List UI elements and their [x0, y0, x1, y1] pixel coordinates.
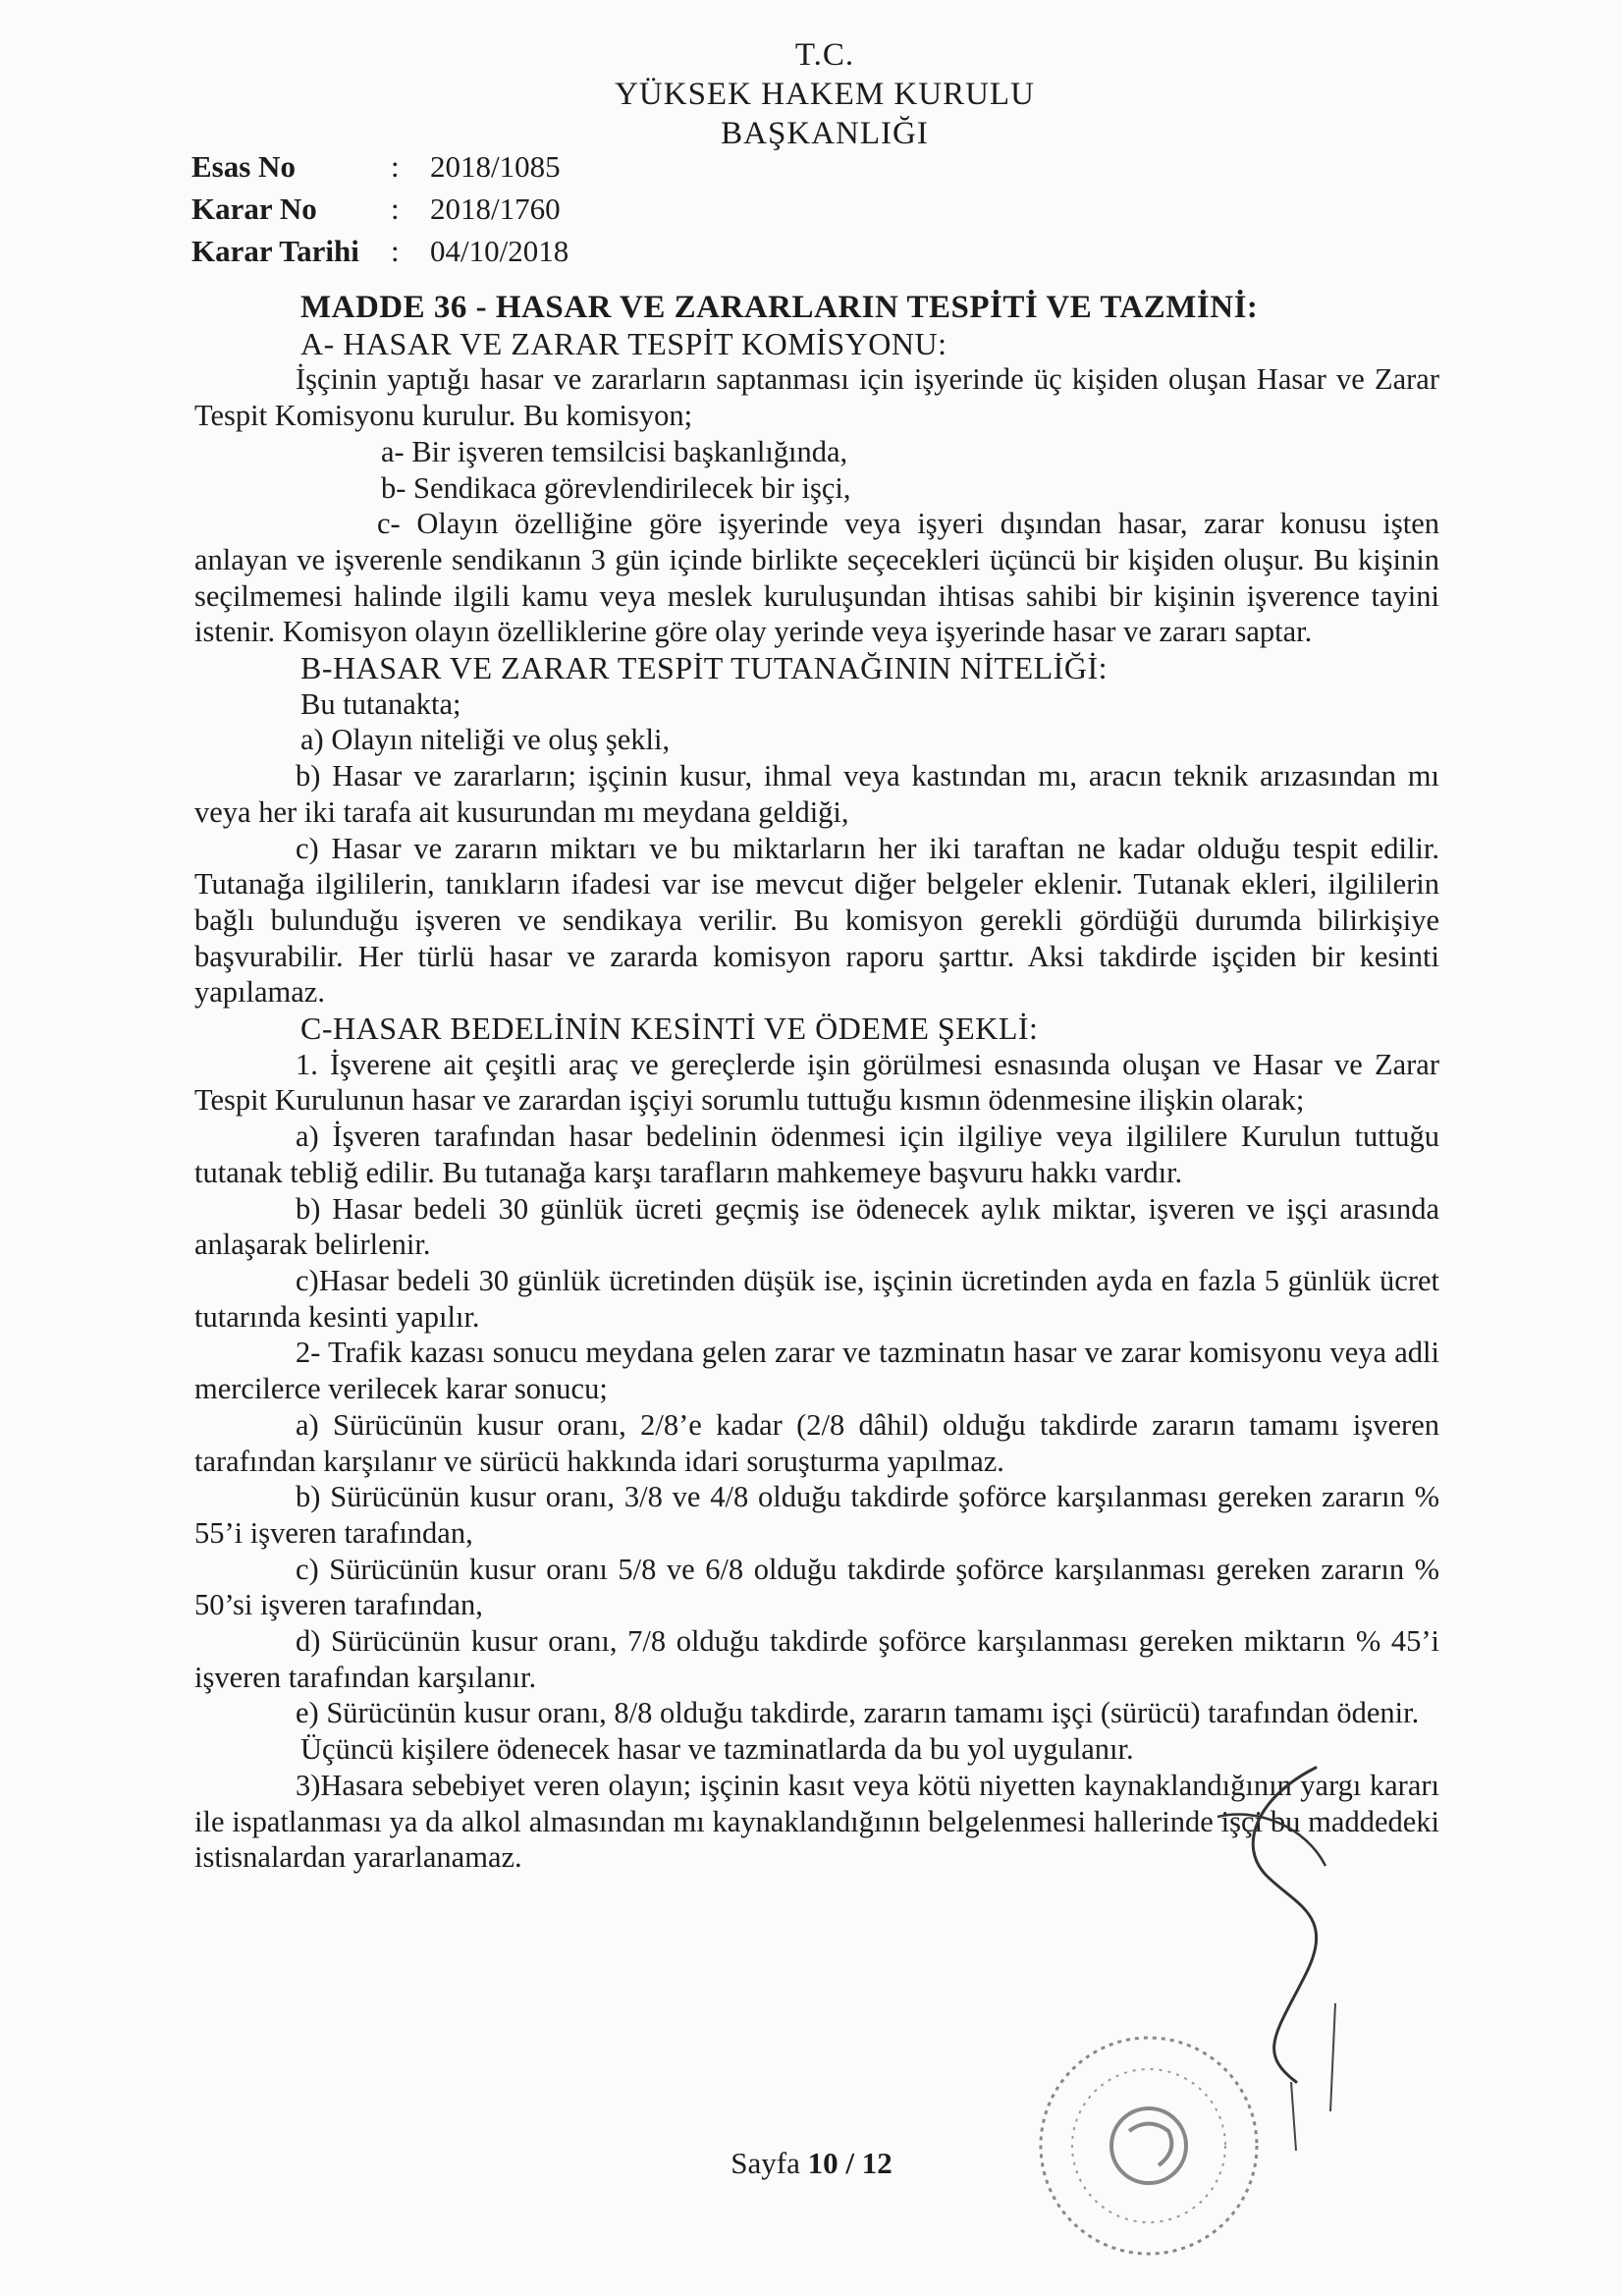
header-organization: YÜKSEK HAKEM KURULU [615, 77, 1035, 112]
section-b-item-c: c) Hasar ve zararın miktarı ve bu miktarların her iki taraftan ne kadar olduğu tespit edilir. Tutanağa ilgililerin, tanıkların ifadesi var ise mevcut diğer belgeler eklenir. Tutanak ekleri, ilgililerin bağlı bulunduğu işveren ve sendikaya verilir. Bu komisyon gerekli gördüğü durumda bilirkişiye başvurabilir. Her türlü hasar ve zararda komisyon raporu şarttır. Aksi takdirde işçiden bir kesinti yapılamaz. [194, 831, 1439, 1010]
case-meta [191, 145, 568, 272]
page-footer [0, 2146, 1623, 2181]
section-c-item-2: 2- Trafik kazası sonucu meydana gelen zarar ve tazminatın hasar ve zarar komisyonu veya adli mercilerce verilecek karar sonucu; [194, 1336, 1439, 1406]
section-c-item-2a: a) Sürücünün kusur oranı, 2/8’e kadar (2/8 dâhil) olduğu takdirde zararın tamamı işveren tarafından karşılanır ve sürücü hakkında idari soruşturma yapılmaz. [194, 1407, 1439, 1478]
header-office: BAŞKANLIĞI [721, 116, 929, 151]
section-b-item-a: a) Olayın niteliği ve oluş şekli, [300, 723, 671, 757]
meta-row-esas [191, 145, 568, 188]
section-c-item-1a: a) İşveren tarafından hasar bedelinin ödenmesi için ilgiliye veya ilgililere Kurulun tuttuğu tutanak tebliğ edilir. Bu tutanağa karşı tarafların mahkemeye başvuru hakkı vardır. [194, 1120, 1439, 1189]
section-c-item-2d: d) Sürücünün kusur oranı, 7/8 olduğu takdirde şoförce karşılanması gereken miktarın % 45’i işveren tarafından karşılanır. [194, 1624, 1439, 1694]
meta-value: 2018/1760 [430, 191, 561, 226]
section-a-item-c: c- Olayın özelliğine göre işyerinde veya işyeri dışından hasar, zarar konusu işten anlayan ve işverenle sendikanın 3 gün içinde birlikte seçecekleri üçüncü bir kişiden oluşur. Bu kişinin seçilmemesi halinde ilgili kamu veya meslek kuruluşundan ihtisas sahibi bir kişinin işverence tayini istenir. Komisyon olayın özelliklerine göre olay yerinde veya işyerinde hasar ve zararı saptar. [194, 507, 1439, 649]
section-a-item-b: b- Sendikaca görevlendirilecek bir işçi, [381, 470, 851, 505]
meta-label: Esas No [191, 149, 296, 184]
page-footer-prefix: Sayfa [730, 2146, 808, 2180]
document-body [194, 290, 1439, 1876]
header-country: T.C. [794, 37, 855, 73]
article-title: MADDE 36 - HASAR VE ZARARLARIN TESPİTİ VE TAZMİNİ: [300, 290, 1259, 325]
meta-value: 2018/1085 [430, 149, 561, 184]
section-c-title: C-HASAR BEDELİNİN KESİNTİ VE ÖDEME ŞEKLİ: [300, 1011, 1039, 1047]
section-c-item-3: 3)Hasara sebebiyet veren olayın; işçinin kasıt veya kötü niyetten kaynaklandığının yargı kararı ile ispatlanması ya da alkol almasından mı kaynaklandığının belgelenmesi hallerinde işçi bu maddedeki istisnalardan yararlanamaz. [194, 1768, 1439, 1875]
page-number: 10 / 12 [807, 2146, 893, 2180]
section-a-intro: İşçinin yaptığı hasar ve zararların saptanması için işyerinde üç kişiden oluşan Hasar ve Zarar Tespit Komisyonu kurulur. Bu komisyon; [194, 362, 1439, 433]
section-c-item-1c: c)Hasar bedeli 30 günlük ücretinden düşük ise, işçinin ücretinden ayda en fazla 5 günlük ücret tutarında kesinti yapılır. [194, 1263, 1439, 1334]
meta-value: 04/10/2018 [430, 234, 569, 268]
section-c-item-2b: b) Sürücünün kusur oranı, 3/8 ve 4/8 olduğu takdirde şoförce karşılanması gereken zararın % 55’i işveren tarafından, [194, 1480, 1439, 1550]
section-c-third-parties: Üçüncü kişilere ödenecek hasar ve tazminatlarda da bu yol uygulanır. [300, 1732, 1134, 1767]
section-a-item-a: a- Bir işveren temsilcisi başkanlığında, [381, 434, 848, 468]
section-c-item-2e: e) Sürücünün kusur oranı, 8/8 olduğu takdirde, zararın tamamı işçi (sürücü) tarafından ödenir. [296, 1696, 1420, 1730]
section-a-title: A- HASAR VE ZARAR TESPİT KOMİSYONU: [300, 325, 947, 361]
meta-row-karar [191, 188, 568, 230]
section-c-item-1b: b) Hasar bedeli 30 günlük ücreti geçmiş ise ödenecek aylık miktar, işveren ve işçi arasında anlaşarak belirlenir. [194, 1191, 1439, 1262]
meta-label: Karar No [191, 191, 317, 226]
section-b-intro: Bu tutanakta; [300, 686, 461, 721]
section-c-item-1: 1. İşverene ait çeşitli araç ve gereçlerde işin görülmesi esnasında oluşan ve Hasar ve Zarar Tespit Kurulunun hasar ve zarardan işçiyi sorumlu tuttuğu kısmın ödenmesine ilişkin olarak; [194, 1047, 1439, 1118]
section-c-item-2c: c) Sürücünün kusur oranı 5/8 ve 6/8 olduğu takdirde şoförce karşılanması gereken zararın % 50’si işveren tarafından, [194, 1552, 1439, 1622]
meta-colon: : [391, 191, 400, 226]
meta-label: Karar Tarihi [191, 234, 359, 268]
meta-row-tarih [191, 230, 568, 272]
section-b-title: B-HASAR VE ZARAR TESPİT TUTANAĞININ NİTELİĞİ: [300, 650, 1108, 686]
section-b-item-b: b) Hasar ve zararların; işçinin kusur, ihmal veya kastından mı, aracın teknik arızasından mı veya her iki tarafa ait kusurundan mı meydana geldiği, [194, 759, 1439, 829]
meta-colon: : [391, 149, 400, 184]
meta-colon: : [391, 234, 400, 268]
